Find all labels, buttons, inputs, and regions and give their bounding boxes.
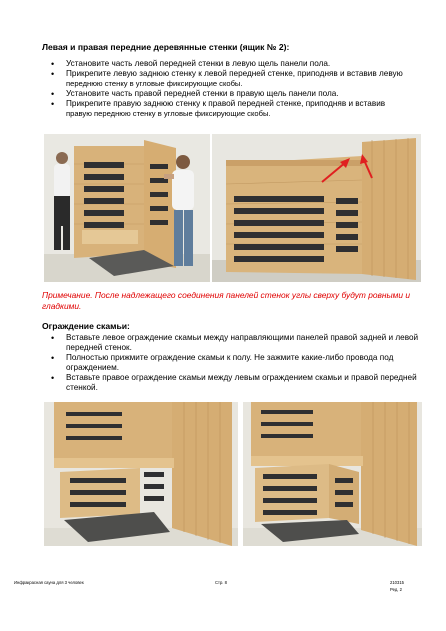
photo-installing-left-wall (44, 134, 210, 282)
footer-page-number: Стр. 8 (215, 580, 227, 585)
walls-instructions-list (42, 59, 422, 120)
list-item (42, 59, 422, 69)
list-item-text: Прикрепите правую заднюю стенку к правой передней стенке, приподняв и вставив (66, 99, 386, 109)
bullet-icon: • (51, 59, 55, 69)
bullet-icon: • (51, 353, 55, 364)
list-item-text: Установите часть правой передней стенки в правую щель панели пола. (66, 89, 339, 99)
photo-right-bench-guard (243, 402, 422, 546)
list-item-continuation: правую переднюю стенку в угловые фиксирующие скобы. (66, 109, 271, 119)
list-item-text: Прикрепите левую заднюю стенку к левой передней стенке, приподняв и вставив левую (66, 69, 403, 79)
bullet-icon: • (51, 69, 55, 80)
assembly-note: Примечание. После надлежащего соединения панелей стенок углы сверху будут ровными и гладкими. (42, 290, 411, 311)
list-item-text: Полностью прижмите ограждение скамьи к полу. Не зажмите какие-либо провода под ограждением. (66, 353, 394, 373)
list-item (42, 333, 422, 353)
list-item-text: Установите часть левой передней стенки в левую щель панели пола. (66, 59, 331, 68)
list-item (42, 353, 422, 373)
list-item-text: Вставьте левое ограждение скамьи между направляющими панелей правой задней и левой передней стенок. (66, 333, 419, 353)
footer-revision: Ред. 2 (390, 587, 402, 592)
photo-corner-joints (212, 134, 421, 282)
list-item (42, 69, 422, 89)
bench-guard-instructions-list (42, 333, 422, 394)
bullet-icon: • (51, 99, 55, 110)
list-item (42, 373, 422, 393)
list-item-continuation: переднюю стенку в угловые фиксирующие скобы. (66, 79, 243, 89)
photo-left-bench-guard (44, 402, 238, 546)
section-heading-bench-guard: Ограждение скамьи: (42, 321, 130, 331)
bullet-icon: • (51, 89, 55, 100)
bullet-icon: • (51, 373, 55, 384)
footer-product-name: Инфракрасная сауна для 3 человек (14, 580, 84, 585)
list-item (42, 89, 422, 99)
list-item (42, 99, 422, 119)
list-item-text: Вставьте правое ограждение скамьи между левым ограждением скамьи и правой передней стенкой. (66, 373, 417, 393)
section-heading-walls: Левая и правая передние деревянные стенки (ящик № 2): (42, 42, 290, 52)
footer-date-code: 210315 (390, 580, 404, 585)
bullet-icon: • (51, 333, 55, 343)
